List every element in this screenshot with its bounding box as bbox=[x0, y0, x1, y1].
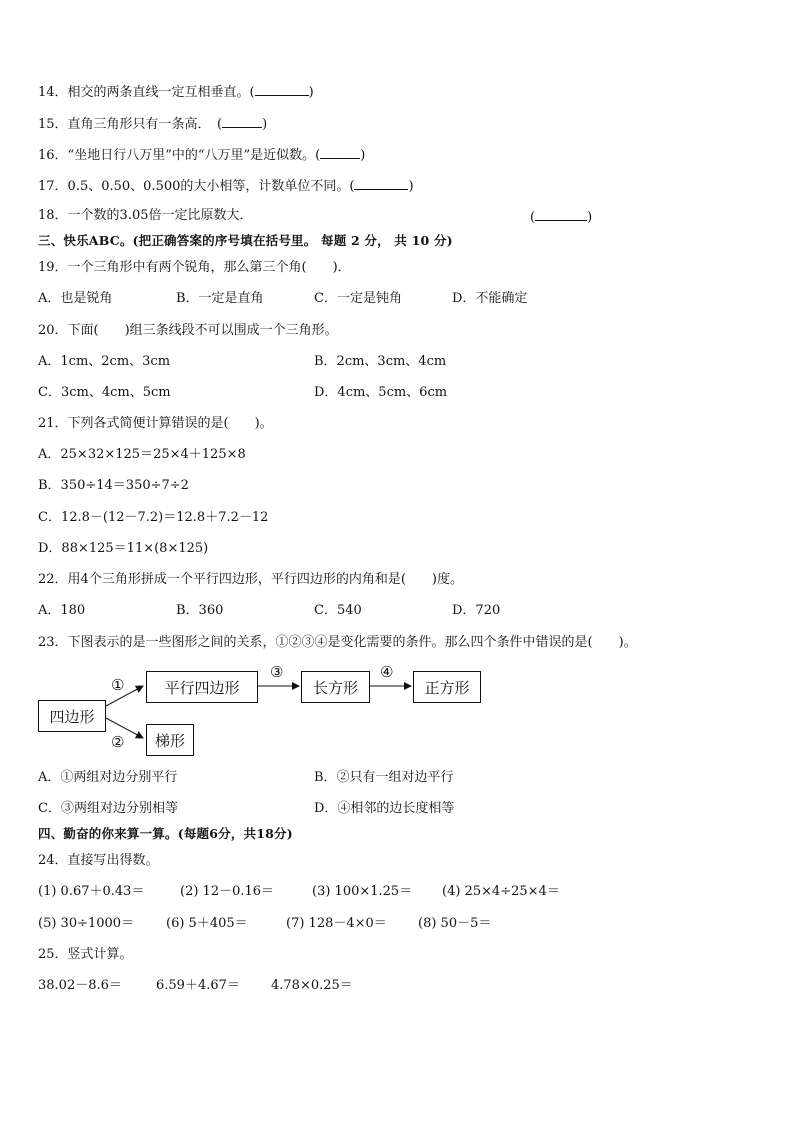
condition-2-label: ② bbox=[111, 733, 125, 751]
box-quadrilateral: 四边形 bbox=[38, 700, 106, 732]
question-18-text: 18．一个数的3.05倍一定比原数大． bbox=[38, 208, 253, 223]
q24-item-4: (4) 25×4÷25×4＝ bbox=[442, 884, 560, 899]
q23-option-c[interactable]: C．③两组对边分别相等 bbox=[38, 801, 178, 816]
q25-item-1: 38.02－8.6＝ bbox=[38, 978, 122, 993]
paren-open: ( bbox=[530, 210, 536, 225]
question-23-stem: 23．下图表示的是一些图形之间的关系，①②③④是变化需要的条件。那么四个条件中错误的是( )。 bbox=[38, 635, 637, 650]
condition-3-label: ③ bbox=[270, 663, 284, 681]
q20-option-a[interactable]: A．1cm、2cm、3cm bbox=[38, 354, 171, 369]
q21-option-c[interactable]: C．12.8－(12－7.2)＝12.8＋7.2－12 bbox=[38, 510, 269, 525]
q21-option-d[interactable]: D．88×125＝11×(8×125) bbox=[38, 541, 209, 556]
q24-item-1: (1) 0.67＋0.43＝ bbox=[38, 884, 145, 899]
question-19-stem: 19．一个三角形中有两个锐角，那么第三个角( )． bbox=[38, 260, 351, 275]
section-3-title: 三、快乐ABC。(把正确答案的序号填在括号里。 每题 2 分， 共 10 分) bbox=[38, 233, 453, 248]
q19-option-b[interactable]: B．一定是直角 bbox=[176, 291, 264, 306]
condition-1-label: ① bbox=[111, 676, 125, 694]
question-20-stem: 20．下面( )组三条线段不可以围成一个三角形。 bbox=[38, 323, 338, 338]
paren-close: ) bbox=[262, 117, 268, 132]
q20-option-d[interactable]: D．4cm、5cm、6cm bbox=[314, 385, 448, 400]
section-4-title: 四、勤奋的你来算一算。(每题6分，共18分) bbox=[38, 826, 293, 841]
q21-option-b[interactable]: B．350÷14＝350÷7÷2 bbox=[38, 478, 189, 493]
q22-option-d[interactable]: D．720 bbox=[452, 603, 501, 618]
paren-close: ) bbox=[360, 148, 366, 163]
q22-option-b[interactable]: B．360 bbox=[176, 603, 224, 618]
q19-option-d[interactable]: D．不能确定 bbox=[452, 291, 528, 306]
q25-item-2: 6.59＋4.67＝ bbox=[156, 978, 240, 993]
q23-option-d[interactable]: D．④相邻的边长度相等 bbox=[314, 801, 455, 816]
question-24-stem: 24．直接写出得数。 bbox=[38, 853, 159, 868]
question-22-stem: 22．用4个三角形拼成一个平行四边形，平行四边形的内角和是( )度。 bbox=[38, 572, 463, 587]
paren-close: ) bbox=[308, 85, 314, 100]
box-parallelogram: 平行四边形 bbox=[146, 671, 258, 703]
box-rectangle: 长方形 bbox=[301, 671, 370, 703]
question-15-text: 15．直角三角形只有一条高． ( bbox=[38, 117, 223, 132]
q24-item-3: (3) 100×1.25＝ bbox=[312, 884, 413, 899]
q19-option-a[interactable]: A．也是锐角 bbox=[38, 291, 113, 306]
paren-close: ) bbox=[587, 210, 593, 225]
q21-option-a[interactable]: A．25×32×125＝25×4＋125×8 bbox=[38, 447, 246, 462]
q20-option-b[interactable]: B．2cm、3cm、4cm bbox=[314, 354, 447, 369]
question-16-text: 16．“坐地日行八万里”中的“八万里”是近似数。( bbox=[38, 148, 321, 163]
question-17-text: 17．0.5、0.50、0.500的大小相等，计数单位不同。( bbox=[38, 179, 355, 194]
question-21-stem: 21．下列各式简便计算错误的是( )。 bbox=[38, 416, 273, 431]
q24-item-5: (5) 30÷1000＝ bbox=[38, 916, 135, 931]
q23-option-a[interactable]: A．①两组对边分别平行 bbox=[38, 770, 178, 785]
q22-option-a[interactable]: A．180 bbox=[38, 603, 86, 618]
q20-option-c[interactable]: C．3cm、4cm、5cm bbox=[38, 385, 171, 400]
question-25-stem: 25．竖式计算。 bbox=[38, 947, 133, 962]
paren-close: ) bbox=[408, 179, 414, 194]
condition-4-label: ④ bbox=[380, 663, 394, 681]
q24-item-6: (6) 5＋405＝ bbox=[166, 916, 248, 931]
q24-item-7: (7) 128－4×0＝ bbox=[286, 916, 387, 931]
q19-option-c[interactable]: C．一定是钝角 bbox=[314, 291, 402, 306]
q24-item-8: (8) 50－5＝ bbox=[418, 916, 492, 931]
q23-option-b[interactable]: B．②只有一组对边平行 bbox=[314, 770, 454, 785]
box-square: 正方形 bbox=[413, 671, 481, 703]
q24-item-2: (2) 12－0.16＝ bbox=[180, 884, 275, 899]
box-trapezoid: 梯形 bbox=[146, 724, 194, 756]
question-14-text: 14．相交的两条直线一定互相垂直。( bbox=[38, 85, 255, 100]
q25-item-3: 4.78×0.25＝ bbox=[271, 978, 353, 993]
q22-option-c[interactable]: C．540 bbox=[314, 603, 362, 618]
